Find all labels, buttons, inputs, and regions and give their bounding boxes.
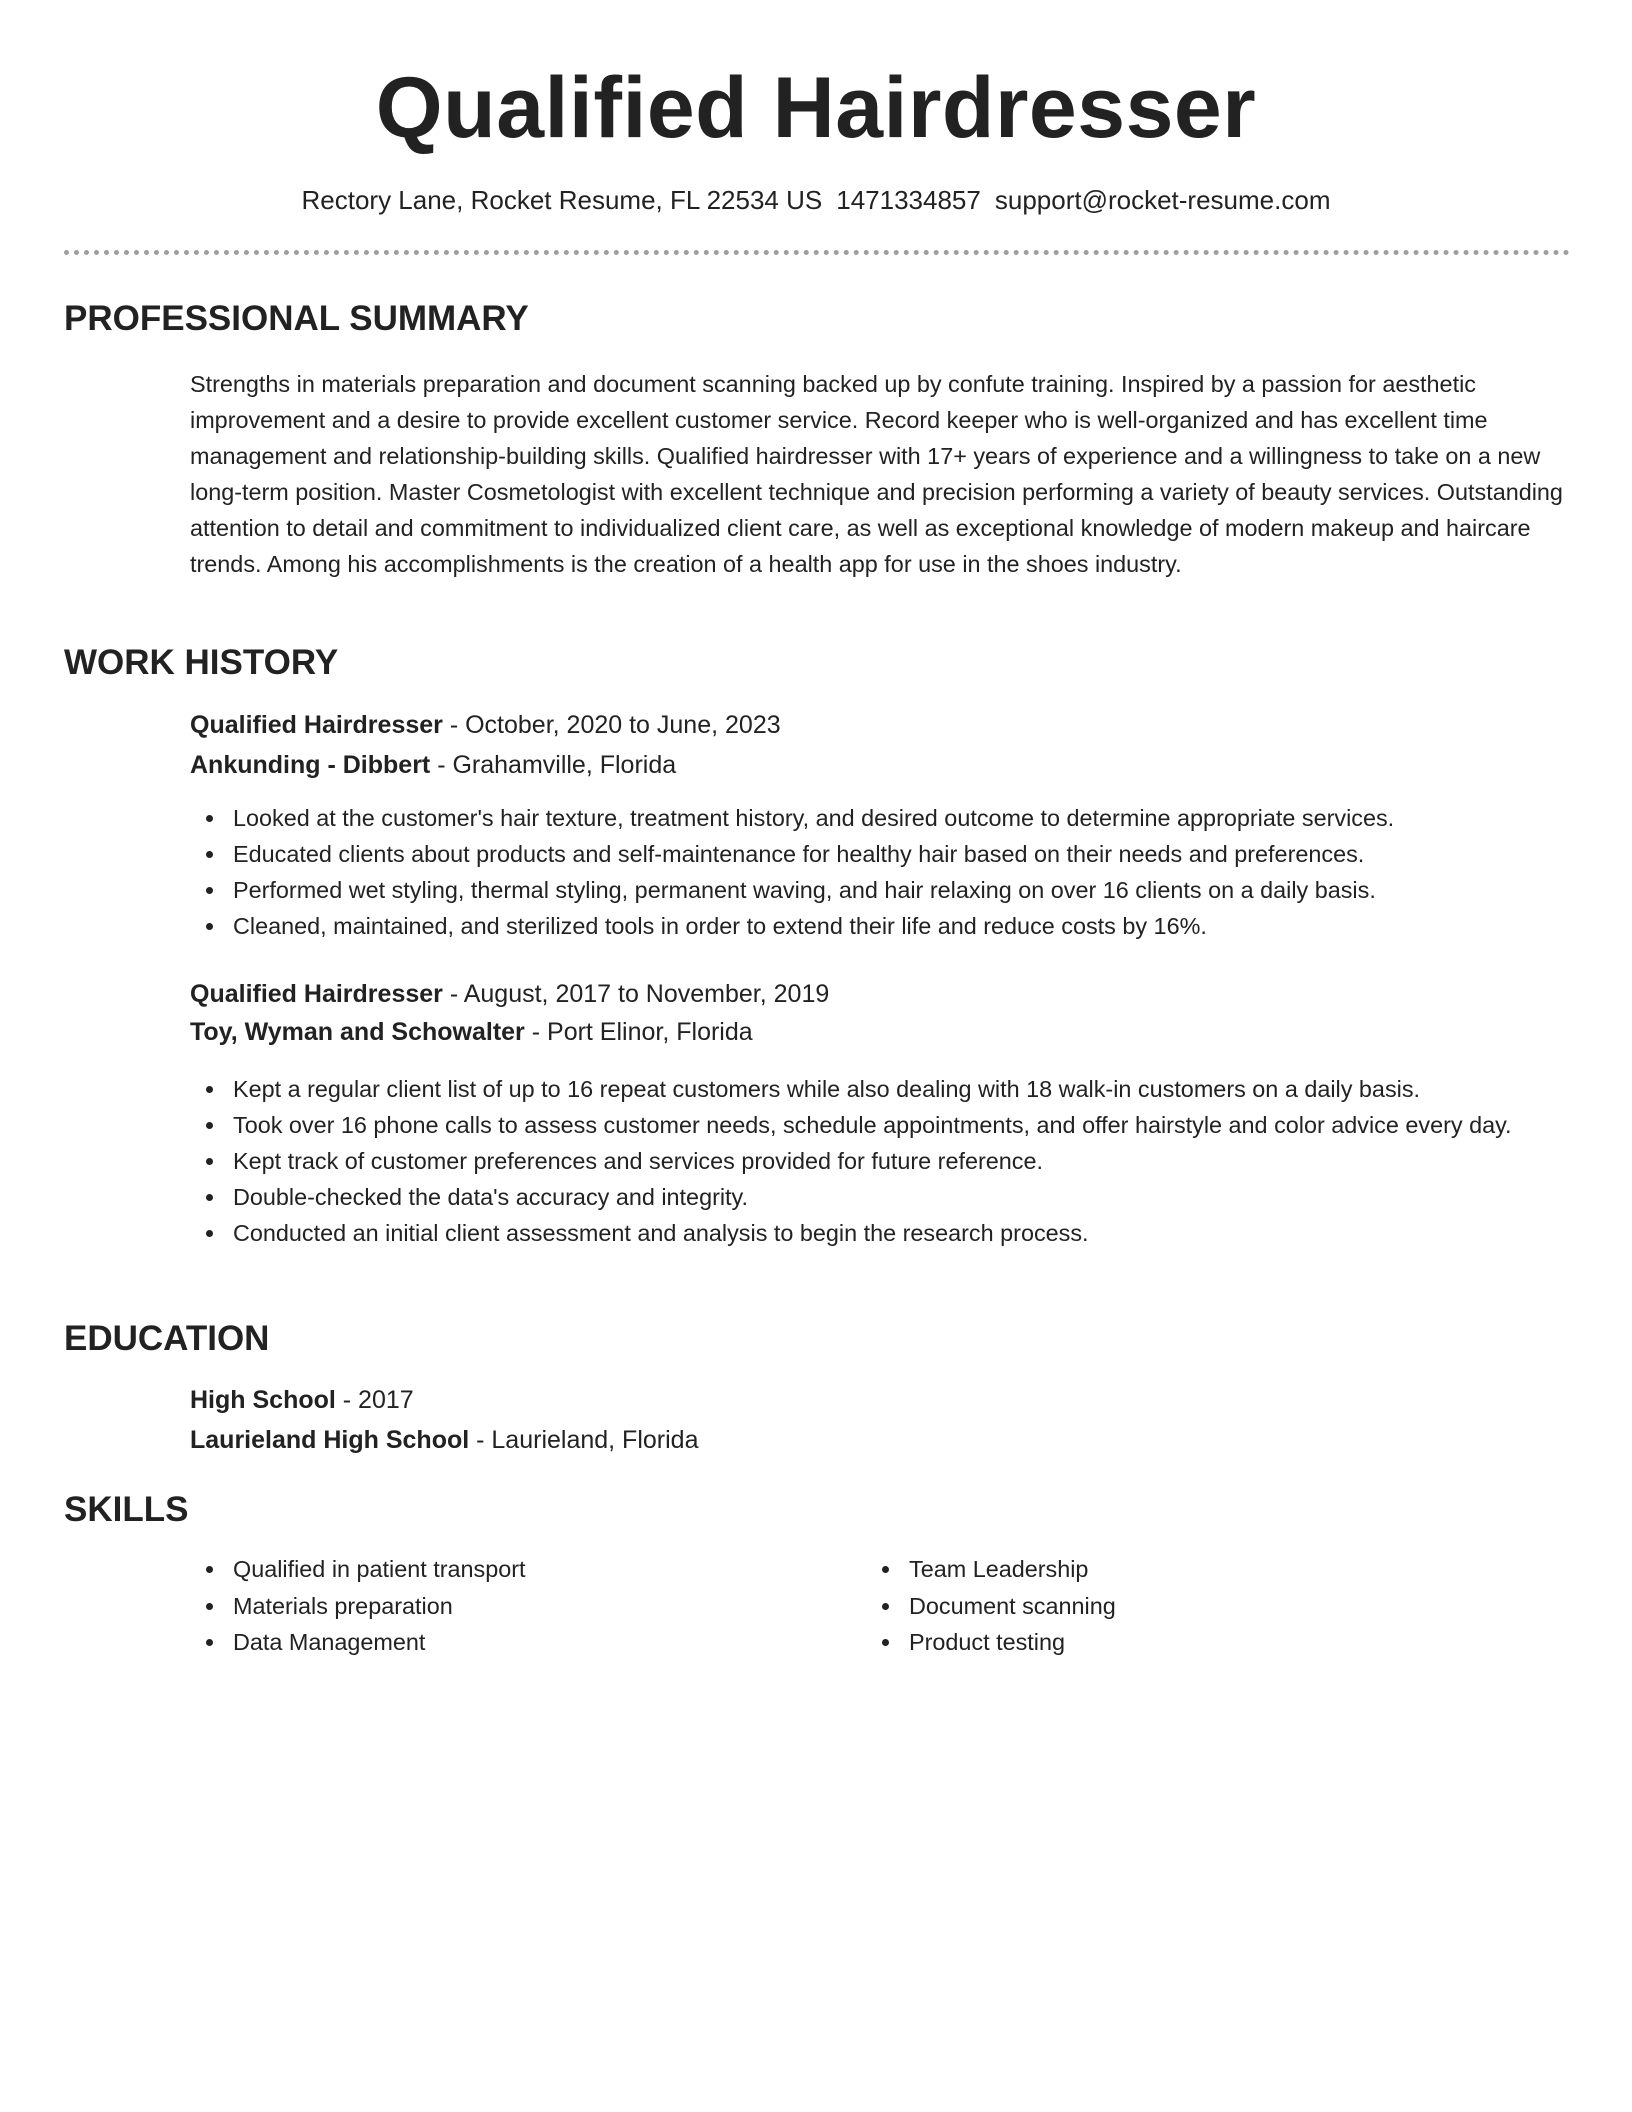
list-item: Data Management: [190, 1624, 870, 1661]
job-1-bullets: [190, 800, 1570, 944]
education-location: - Laurieland, Florida: [469, 1426, 699, 1454]
job-2-company-line: [190, 1014, 753, 1050]
job-1-company-line: [190, 747, 676, 783]
skills-left-column: [190, 1551, 870, 1661]
list-item: Kept a regular client list of up to 16 repeat customers while also dealing with 18 walk-in customers on a daily basis.: [190, 1071, 1570, 1107]
header-divider: [64, 250, 1570, 255]
list-item: Product testing: [866, 1624, 1566, 1661]
list-item: Kept track of customer preferences and services provided for future reference.: [190, 1143, 1570, 1179]
list-item: Educated clients about products and self-maintenance for healthy hair based on their needs and preferences.: [190, 836, 1570, 872]
section-title-work-history: WORK HISTORY: [64, 643, 339, 682]
education-school-line: [190, 1422, 698, 1458]
job-2-company: Toy, Wyman and Schowalter: [190, 1018, 525, 1046]
list-item: Performed wet styling, thermal styling, permanent waving, and hair relaxing on over 16 clients on a daily basis.: [190, 872, 1570, 908]
contact-phone: 1471334857: [836, 185, 981, 215]
section-title-education: EDUCATION: [64, 1319, 270, 1358]
skills-right-column: [866, 1551, 1566, 1661]
job-1-dates: - October, 2020 to June, 2023: [442, 711, 781, 739]
job-1-position: Qualified Hairdresser: [190, 711, 443, 739]
contact-line: [0, 182, 1632, 218]
job-2-location: - Port Elinor, Florida: [524, 1018, 753, 1046]
job-2-dates: - August, 2017 to November, 2019: [442, 980, 830, 1008]
summary-text: Strengths in materials preparation and document scanning backed up by confute training. Inspired by a passion for aesthetic improvement and a desire to provide excellent customer service. Record keeper who is well-organized and has excellent time management and relationship-building skills. Qualified hairdresser with 17+ years of experience and a willingness to take on a new long-term position. Master Cosmetologist with excellent technique and precision performing a variety of beauty services. Outstanding attention to detail and commitment to individualized client care, as well as exceptional knowledge of modern makeup and haircare trends. Among his accomplishments is the creation of a health app for use in the shoes industry.: [190, 371, 1563, 577]
education-degree: High School: [190, 1386, 336, 1414]
section-title-summary: PROFESSIONAL SUMMARY: [64, 299, 529, 338]
list-item: Took over 16 phone calls to assess customer needs, schedule appointments, and offer hairstyle and color advice every day.: [190, 1107, 1570, 1143]
list-item: Cleaned, maintained, and sterilized tools in order to extend their life and reduce costs by 16%.: [190, 908, 1570, 944]
candidate-name: Qualified Hairdresser: [375, 60, 1257, 156]
list-item: Team Leadership: [866, 1551, 1566, 1588]
section-title-skills: SKILLS: [64, 1490, 189, 1529]
job-1-company: Ankunding - Dibbert: [190, 751, 431, 779]
job-2-position: Qualified Hairdresser: [190, 980, 443, 1008]
job-2-title-line: [190, 976, 829, 1012]
job-1-location: - Grahamville, Florida: [430, 751, 677, 779]
education-school: Laurieland High School: [190, 1426, 470, 1454]
list-item: Double-checked the data's accuracy and integrity.: [190, 1179, 1570, 1215]
contact-email: support@rocket-resume.com: [994, 185, 1331, 215]
job-1-title-line: [190, 707, 781, 743]
list-item: Materials preparation: [190, 1588, 870, 1625]
list-item: Looked at the customer's hair texture, treatment history, and desired outcome to determine appropriate services.: [190, 800, 1570, 836]
contact-address: Rectory Lane, Rocket Resume, FL 22534 US: [301, 185, 823, 215]
job-2-bullets: [190, 1071, 1570, 1251]
list-item: Document scanning: [866, 1588, 1566, 1625]
education-year: - 2017: [335, 1386, 414, 1414]
list-item: Qualified in patient transport: [190, 1551, 870, 1588]
education-degree-line: [190, 1382, 414, 1418]
list-item: Conducted an initial client assessment and analysis to begin the research process.: [190, 1215, 1570, 1251]
